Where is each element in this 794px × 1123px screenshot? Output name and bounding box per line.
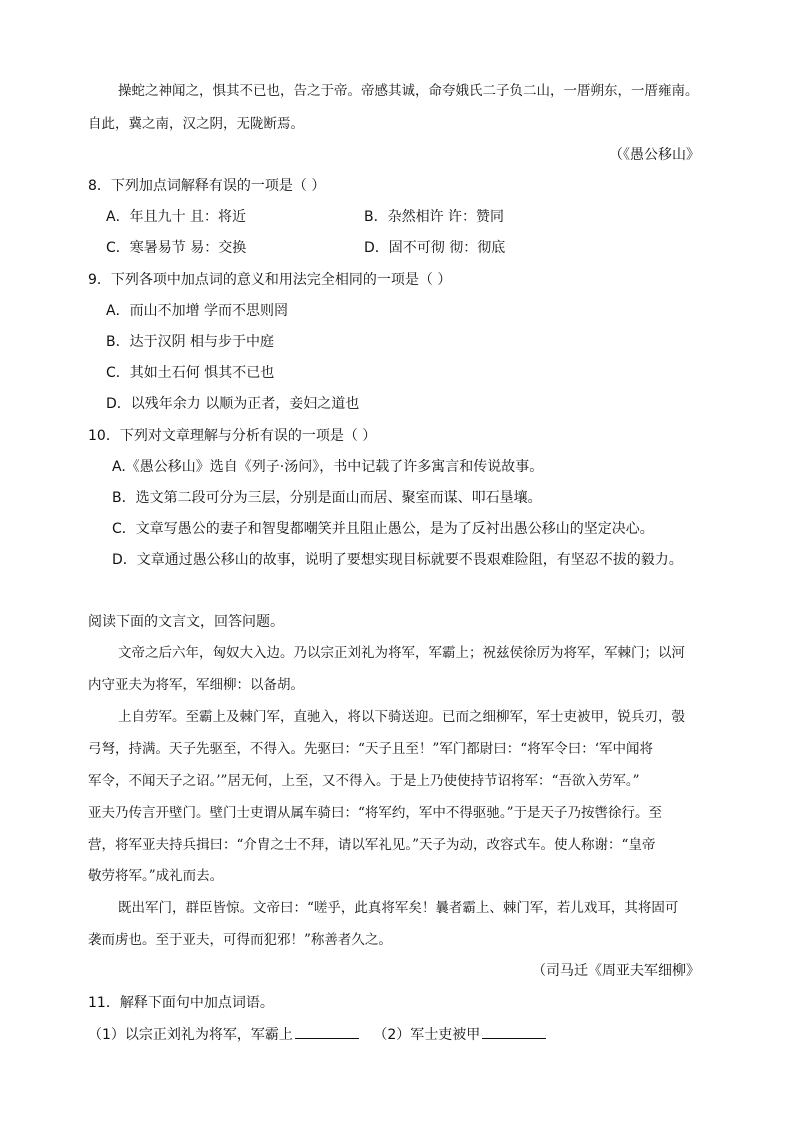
q9-option-b: B．达于汉阴 相与步于中庭: [106, 334, 275, 350]
q10-stem: 10．下列对文章理解与分析有误的一项是（ ）: [88, 428, 377, 444]
q9-stem: 9．下列各项中加点词的意义和用法完全相同的一项是（ ）: [88, 272, 452, 288]
q11-items: [88, 1024, 546, 1045]
q10-option-a: A.《愚公移山》选自《列子·汤问》，书中记载了许多寓言和传说故事。: [112, 459, 544, 475]
q9-option-c: C．其如土石何 惧其不已也: [106, 365, 275, 381]
passage2-line-2: 内守亚夫为将军，军细柳：以备胡。: [88, 677, 304, 693]
q9-option-a: A．而山不加增 学而不思则罔: [106, 303, 289, 319]
q8-stem: 8．下列加点词解释有误的一项是（ ）: [88, 178, 326, 194]
passage2-line-4: 弓弩，持满。天子先驱至，不得入。先驱曰：“天子且至！”军门都尉曰：“将军令曰：‘军中闻将: [88, 741, 653, 757]
passage1-line-2: 自此，冀之南，汉之阴，无陇断焉。: [88, 116, 304, 132]
passage2-line-8: 敬劳将军。”成礼而去。: [88, 868, 224, 884]
passage2-line-10: 袭而虏也。至于亚夫，可得而犯邪！”称善者久之。: [88, 932, 392, 948]
q11-item-1: （1）以宗正刘礼为将军，军霸上: [88, 1027, 293, 1043]
passage1-source: （《愚公移山》: [609, 147, 700, 163]
q11-item-1-blank[interactable]: [295, 1024, 359, 1039]
q11-item-2: （2）军士吏被甲: [373, 1027, 481, 1043]
passage2-line-5: 军令，不闻天子之诏。’”居无何，上至，又不得入。于是上乃使使持节诏将军：“吾欲入劳军。”: [88, 773, 640, 789]
q11-stem: 11．解释下面句中加点词语。: [88, 995, 274, 1011]
passage2-line-9: 既出军门，群臣皆惊。文帝曰：“嗟乎，此真将军矣！曩者霸上、棘门军，若儿戏耳，其将固可: [118, 900, 679, 916]
q11-item-2-blank[interactable]: [482, 1024, 546, 1039]
q8-option-d: D．固不可彻 彻：彻底: [364, 240, 506, 256]
passage2-line-6: 亚夫乃传言开壁门。壁门士吏谓从属车骑曰：“将军约，军中不得驱驰。”于是天子乃按辔徐行。至: [88, 805, 663, 821]
q8-option-b: B．杂然相许 许：赞同: [364, 209, 505, 225]
passage2-line-3: 上自劳军。至霸上及棘门军，直驰入，将以下骑送迎。已而之细柳军，军士吏被甲，锐兵刃，彀: [118, 709, 685, 725]
q9-option-d: D．以残年余力 以顺为正者，妾妇之道也: [106, 396, 360, 412]
reading-intro: 阅读下面的文言文，回答问题。: [88, 614, 284, 630]
passage2-line-7: 营，将军亚夫持兵揖曰：“介胄之士不拜，请以军礼见。”天子为动，改容式车。使人称谢：“皇帝: [88, 837, 656, 853]
q10-option-b: B．选文第二段可分为三层，分别是面山而居、聚室而谋、叩石垦壤。: [112, 490, 542, 506]
passage2-line-1: 文帝之后六年，匈奴大入边。乃以宗正刘礼为将军，军霸上；祝兹侯徐厉为将军，军棘门；以河: [118, 645, 685, 661]
q8-option-c: C．寒暑易节 易：交换: [106, 240, 247, 256]
q10-option-c: C．文章写愚公的妻子和智叟都嘲笑并且阻止愚公，是为了反衬出愚公移山的坚定决心。: [112, 521, 654, 537]
passage2-source: （司马迁《周亚夫军细柳》: [532, 963, 700, 979]
q10-option-d: D．文章通过愚公移山的故事，说明了要想实现目标就要不畏艰难险阻，有坚忍不拔的毅力。: [112, 552, 683, 568]
q8-option-a: A．年且九十 且：将近: [106, 209, 247, 225]
passage1-line-1: 操蛇之神闻之，惧其不已也，告之于帝。帝感其诚，命夸娥氏二子负二山，一厝朔东，一厝雍南。: [118, 83, 699, 99]
